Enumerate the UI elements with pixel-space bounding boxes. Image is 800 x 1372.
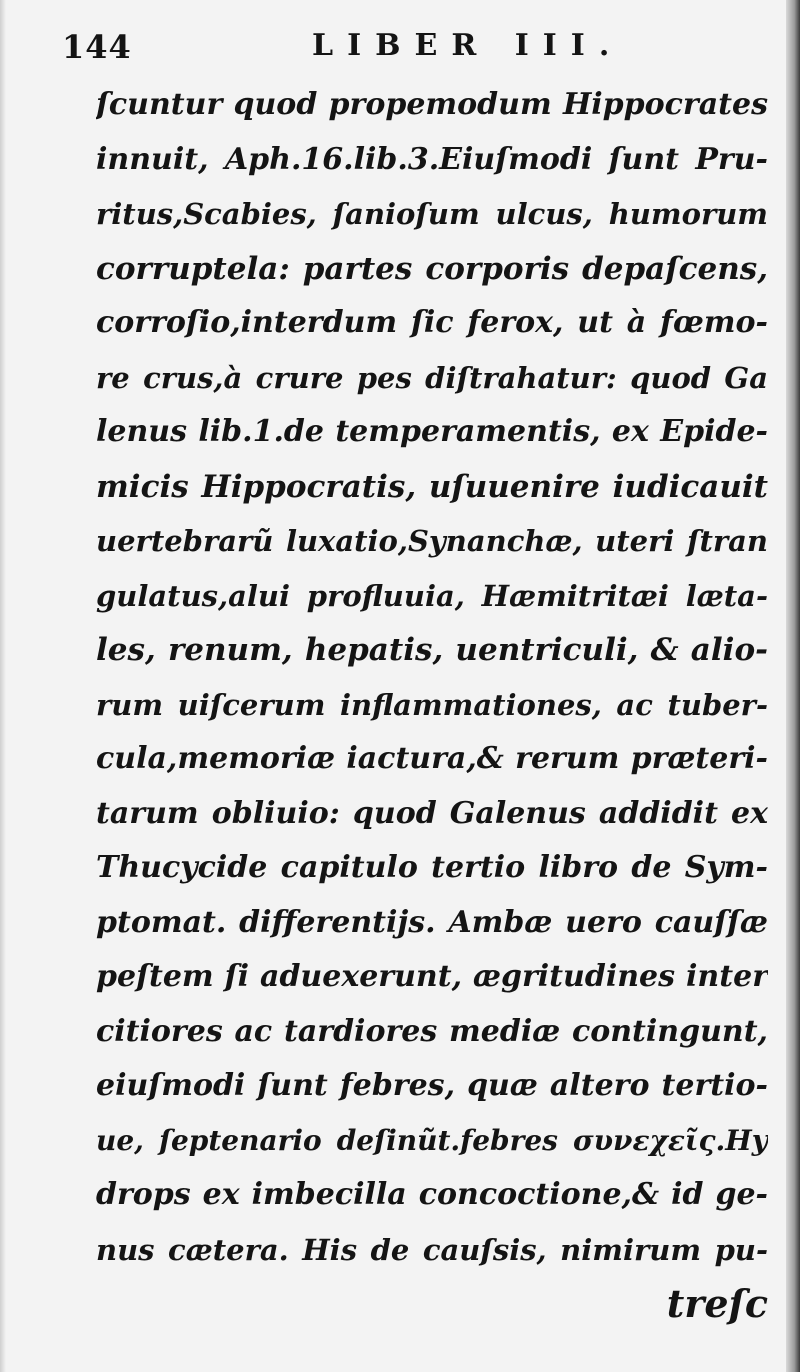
page-gutter-shadow [0,0,6,1372]
text-line: corruptela: partes corporis depaſcens, [96,250,768,287]
text-line: ue, ſeptenario deſinũt.febres συνεχεῖς.Hy [96,1123,768,1157]
running-head: LIBER III. [312,28,624,63]
text-line: peſtem ſi aduexerunt, ægritudines inter [96,959,768,994]
page-number: 144 [62,28,132,66]
page-header [0,22,800,66]
text-line: citiores ac tardiores mediæ contingunt, [96,1013,768,1049]
body-text [96,78,768,1332]
text-line: micis Hippocratis, uſuuenire iudicauit [96,468,768,505]
text-line: uertebrarũ luxatio,Synanchæ, uteri ſtran [96,524,768,558]
text-line: les, renum, hepatis, uentriculi, & alio- [96,632,768,668]
text-line: Thucycide capitulo tertio libro de Sym- [96,850,768,885]
catchword: treſc [666,1281,768,1326]
text-line: ſcuntur quod propemodum Hippocrates [96,87,768,122]
text-line: cula,memoriæ iactura,& rerum præteri- [96,741,768,776]
text-line: re crus,à crure pes diſtrahatur: quod Ga [96,360,768,395]
text-line: corroſio,interdum ſic ferox, ut à fœmo- [96,305,768,340]
page-edge-shadow [786,0,800,1372]
text-line: gulatus,alui profluuia, Hæmitritæi læta- [96,578,768,613]
text-line: lenus lib.1.de temperamentis, ex Epide- [96,414,768,449]
text-line: eiuſmodi ſunt febres, quæ altero tertio- [96,1068,768,1103]
text-line: rum uiſcerum inflammationes, ac tuber- [96,687,768,722]
text-line: nus cætera. His de cauſsis, nimirum pu- [96,1232,768,1267]
text-line: ptomat. differentijs. Ambæ uero cauſſæ [96,904,768,940]
text-line: drops ex imbecilla concoctione,& id ge- [96,1177,768,1212]
text-line: ritus,Scabies, ſanioſum ulcus, humorum [96,197,768,231]
text-line: innuit, Aph.16.lib.3.Eiuſmodi ſunt Pru- [96,141,768,177]
text-line: tarum obliuio: quod Galenus addidit ex [96,795,768,831]
